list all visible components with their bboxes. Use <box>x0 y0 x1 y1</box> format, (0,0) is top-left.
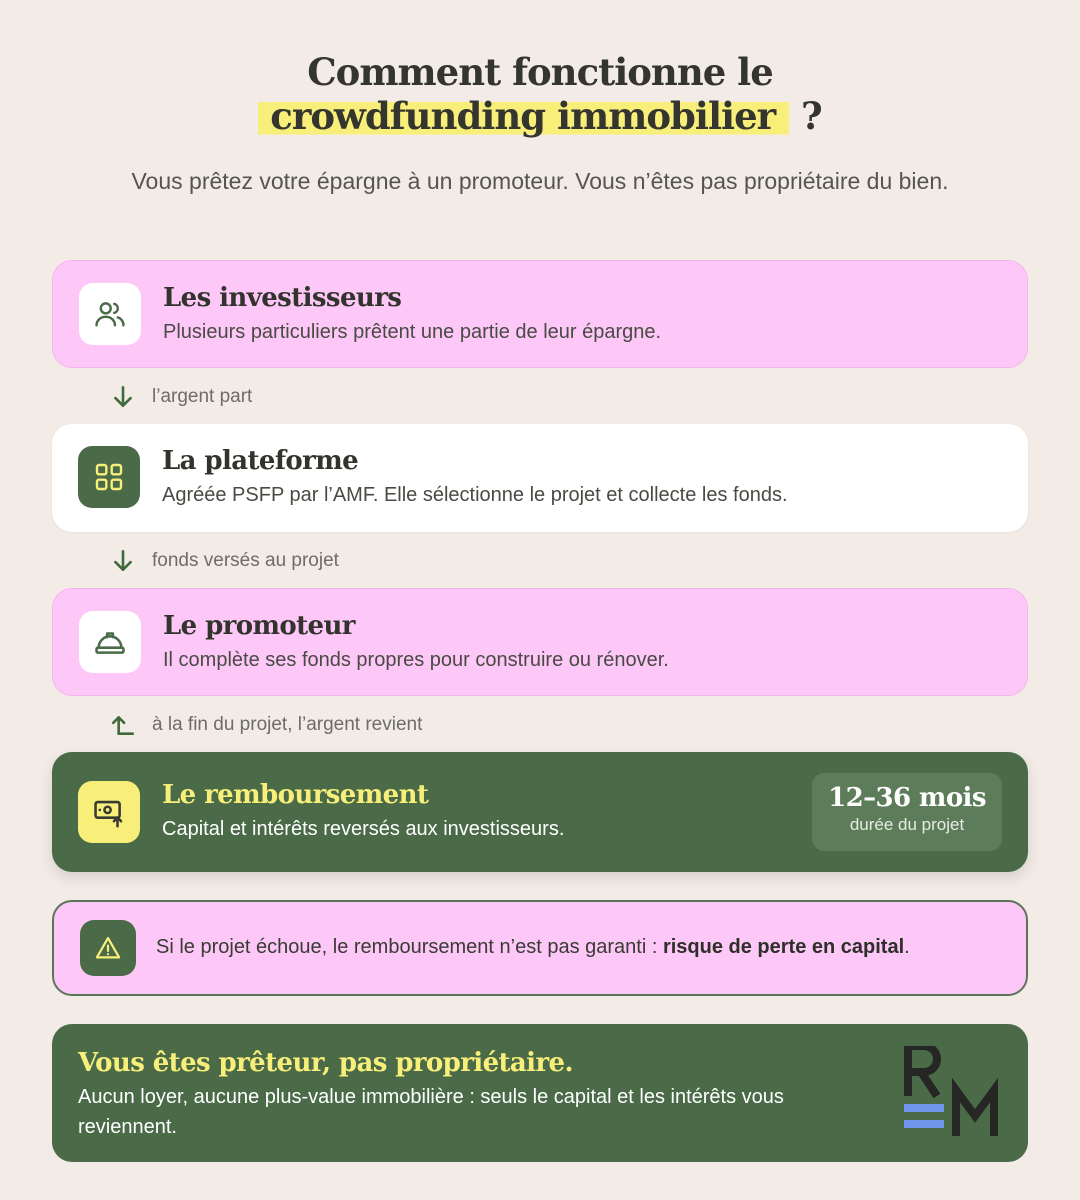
duration-value: 12–36 mois <box>828 783 986 813</box>
title-question-mark: ? <box>801 94 822 138</box>
warning-icon <box>80 920 136 976</box>
connector-funds-to-project <box>110 546 339 576</box>
connector-label: à la fin du projet, l’argent revient <box>152 714 423 735</box>
hard-hat-icon <box>79 611 141 673</box>
conclusion-text: Aucun loyer, aucune plus-value immobilière : seuls le capital et les intérêts vous reviennent. <box>78 1086 784 1138</box>
header <box>0 50 1080 198</box>
connector-money-out <box>110 382 252 412</box>
arrow-return-icon <box>110 712 136 738</box>
step-card-remboursement <box>52 752 1028 872</box>
warning-card <box>52 900 1028 996</box>
conclusion-card <box>52 1024 1028 1162</box>
step-card-promoteur <box>52 588 1028 696</box>
title-line-2 <box>0 94 1080 138</box>
step-card-plateforme <box>52 424 1028 532</box>
grid-icon <box>78 446 140 508</box>
step-text: Agréée PSFP par l’AMF. Elle sélectionne le projet et collecte les fonds. <box>162 484 788 506</box>
connector-label: l’argent part <box>152 386 253 407</box>
connector-money-returns <box>110 710 422 740</box>
users-icon <box>79 283 141 345</box>
duration-badge <box>812 773 1002 851</box>
warning-text-bold: risque de perte en capital <box>662 936 905 958</box>
connector-label: fonds versés au projet <box>152 550 339 571</box>
title-highlight: crowdfunding immobilier <box>258 94 789 138</box>
warning-text <box>156 936 910 959</box>
title-line-1: Comment fonctionne le <box>307 50 773 94</box>
step-title: Le remboursement <box>162 780 429 810</box>
warning-text-end: . <box>904 936 910 958</box>
conclusion-title: Vous êtes prêteur, pas propriétaire. <box>78 1048 573 1078</box>
step-text: Capital et intérêts reversés aux investisseurs. <box>162 818 565 840</box>
rm-logo <box>904 1046 998 1138</box>
step-text: Il complète ses fonds propres pour construire ou rénover. <box>163 649 669 671</box>
duration-label: durée du projet <box>849 815 965 834</box>
step-title: La plateforme <box>162 446 359 476</box>
page-subtitle: Vous prêtez votre épargne à un promoteur. Vous n’êtes pas propriétaire du bien. <box>131 168 949 194</box>
warning-text-main: Si le projet échoue, le remboursement n’est pas garanti : <box>156 936 663 958</box>
step-title: Les investisseurs <box>163 283 402 313</box>
step-text: Plusieurs particuliers prêtent une partie de leur épargne. <box>163 321 662 343</box>
step-title: Le promoteur <box>163 611 355 641</box>
arrow-down-icon <box>110 384 136 410</box>
step-card-investisseurs <box>52 260 1028 368</box>
arrow-down-icon <box>110 548 136 574</box>
money-return-icon <box>78 781 140 843</box>
page-title <box>0 50 1080 138</box>
